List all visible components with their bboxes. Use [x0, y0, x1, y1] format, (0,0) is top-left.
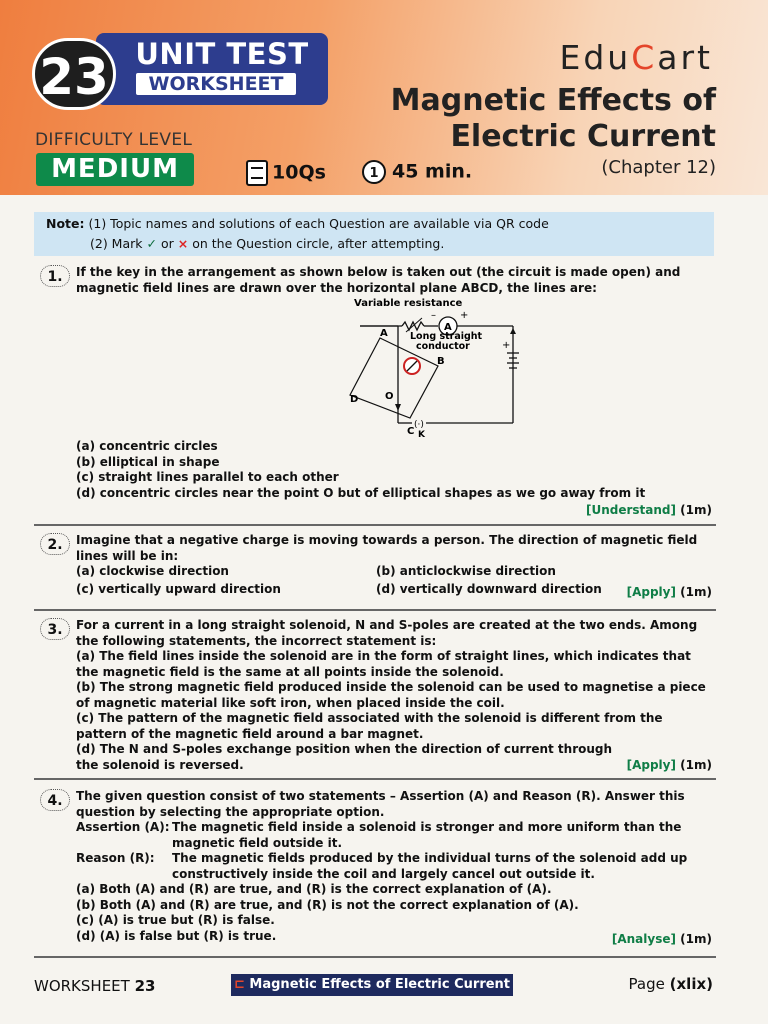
reason: Reason (R): The magnetic fields produced by the individual turns of the solenoid add up constructively inside the coil and largely cancel out outside it. [76, 851, 688, 881]
circuit-diagram [310, 298, 530, 438]
option-a: (a) concentric circles [76, 439, 218, 453]
worksheet-header [0, 0, 768, 195]
option-c: (c) The pattern of the magnetic field associated with the solenoid is different from the pattern of the magnetic field around a bar magnet. [76, 711, 663, 741]
question-circle[interactable]: 2. [40, 533, 70, 555]
unit-test-label: UNIT TEST [135, 37, 309, 71]
question-3 [40, 618, 716, 773]
question-text: For a current in a long straight solenoid, N and S-poles are created at the two ends. Among the following statements, the incorrect statement is: [76, 618, 698, 648]
option-b: (b) Both (A) and (R) are true, and (R) is not the correct explanation of (A). [76, 897, 579, 912]
note-box: Note: (1) Topic names and solutions of each Question are available via QR code (2) Mark ✓ or × on the Question circle, after attempting. [34, 212, 714, 256]
svg-text:O: O [385, 391, 394, 402]
option-b: (b) The strong magnetic field produced inside the solenoid can be used to magnetise a piece of magnetic material like soft iron, when placed inside the coil. [76, 680, 706, 710]
option-c: (c) straight lines parallel to each other [76, 470, 339, 484]
option-a: (a) The field lines inside the solenoid are in the form of straight lines, which indicates that the magnetic field is the same at all points inside the solenoid. [76, 649, 691, 679]
question-circle[interactable]: 1. [40, 265, 70, 287]
check-mark-icon: ✓ [146, 236, 157, 251]
svg-text:D: D [350, 394, 359, 405]
question-text: The given question consist of two statements – Assertion (A) and Reason (R). Answer this question by selecting the appropriate option. [76, 789, 685, 819]
svg-text:+: + [460, 310, 469, 321]
footer-subject-banner: ⊏ Magnetic Effects of Electric Current [231, 974, 513, 996]
difficulty-label: DIFFICULTY LEVEL [35, 130, 193, 150]
question-divider [34, 524, 716, 526]
option-d: (d) The N and S-poles exchange position when the direction of current through the solenoid is reversed. [76, 742, 613, 772]
question-tag: [Analyse] (1m) [611, 932, 712, 946]
brand-c-icon: ⊏ [233, 977, 245, 992]
svg-text:conductor: conductor [416, 341, 470, 352]
question-divider [34, 956, 716, 958]
question-tag: [Apply] (1m) [626, 758, 712, 772]
worksheet-label: WORKSHEET [136, 73, 296, 95]
question-circle[interactable]: 4. [40, 789, 70, 811]
question-text: Imagine that a negative charge is moving towards a person. The direction of magnetic field lines will be in: [76, 533, 698, 563]
svg-text:A: A [380, 328, 388, 339]
cross-mark-icon: × [177, 236, 189, 251]
footer-page: Page (xlix) [628, 975, 713, 993]
question-text: If the key in the arrangement as shown below is taken out (the circuit is made open) and magnetic field lines are drawn over the horizontal plane ABCD, the lines are: [76, 265, 681, 295]
question-count: 10Qs [246, 160, 326, 186]
chapter-number: (Chapter 12) [601, 157, 716, 178]
brand-logo: EduCart [559, 38, 713, 77]
question-divider [34, 609, 716, 611]
option-c: (c) (A) is true but (R) is false. [76, 913, 275, 927]
chapter-title: Magnetic Effects of Electric Current [390, 83, 716, 154]
svg-text:+: + [502, 340, 511, 351]
option-d: (d) (A) is false but (R) is true. [76, 928, 277, 943]
option-d: (d) concentric circles near the point O but of elliptical shapes as we go away from it [76, 485, 646, 500]
question-tag: [Understand] (1m) [585, 503, 712, 517]
option-b: (b) elliptical in shape [76, 454, 220, 469]
duration: 1 45 min. [362, 160, 472, 184]
svg-text:C: C [407, 426, 415, 437]
unit-number-badge: 23 [32, 38, 116, 110]
unit-test-badge [96, 33, 328, 105]
question-circle[interactable]: 3. [40, 618, 70, 640]
svg-text:K: K [418, 430, 425, 438]
svg-text:Variable resistance: Variable resistance [354, 298, 463, 309]
svg-text:A: A [444, 322, 452, 333]
stopwatch-icon: 1 [362, 160, 386, 184]
difficulty-value: MEDIUM [36, 153, 194, 186]
options-row-2: (c) vertically upward direction (d) vertically downward direction [76, 581, 602, 596]
options-row-1: (a) clockwise direction (b) anticlockwise direction [76, 564, 556, 578]
question-tag: [Apply] (1m) [626, 585, 712, 599]
question-2 [40, 533, 716, 597]
question-1 [40, 265, 716, 517]
svg-text:(·): (·) [414, 420, 424, 430]
worksheet-doc-icon [246, 160, 268, 186]
option-a: (a) Both (A) and (R) are true, and (R) is the correct explanation of (A). [76, 882, 552, 896]
svg-text:B: B [437, 356, 445, 367]
svg-text:–: – [431, 310, 436, 321]
svg-text:Long straight: Long straight [410, 331, 483, 342]
footer-worksheet: WORKSHEET 23 [34, 977, 156, 995]
question-4 [40, 789, 716, 944]
assertion: Assertion (A): The magnetic field inside a solenoid is stronger and more uniform than the magnetic field outside it. [76, 820, 682, 850]
question-divider [34, 778, 716, 780]
